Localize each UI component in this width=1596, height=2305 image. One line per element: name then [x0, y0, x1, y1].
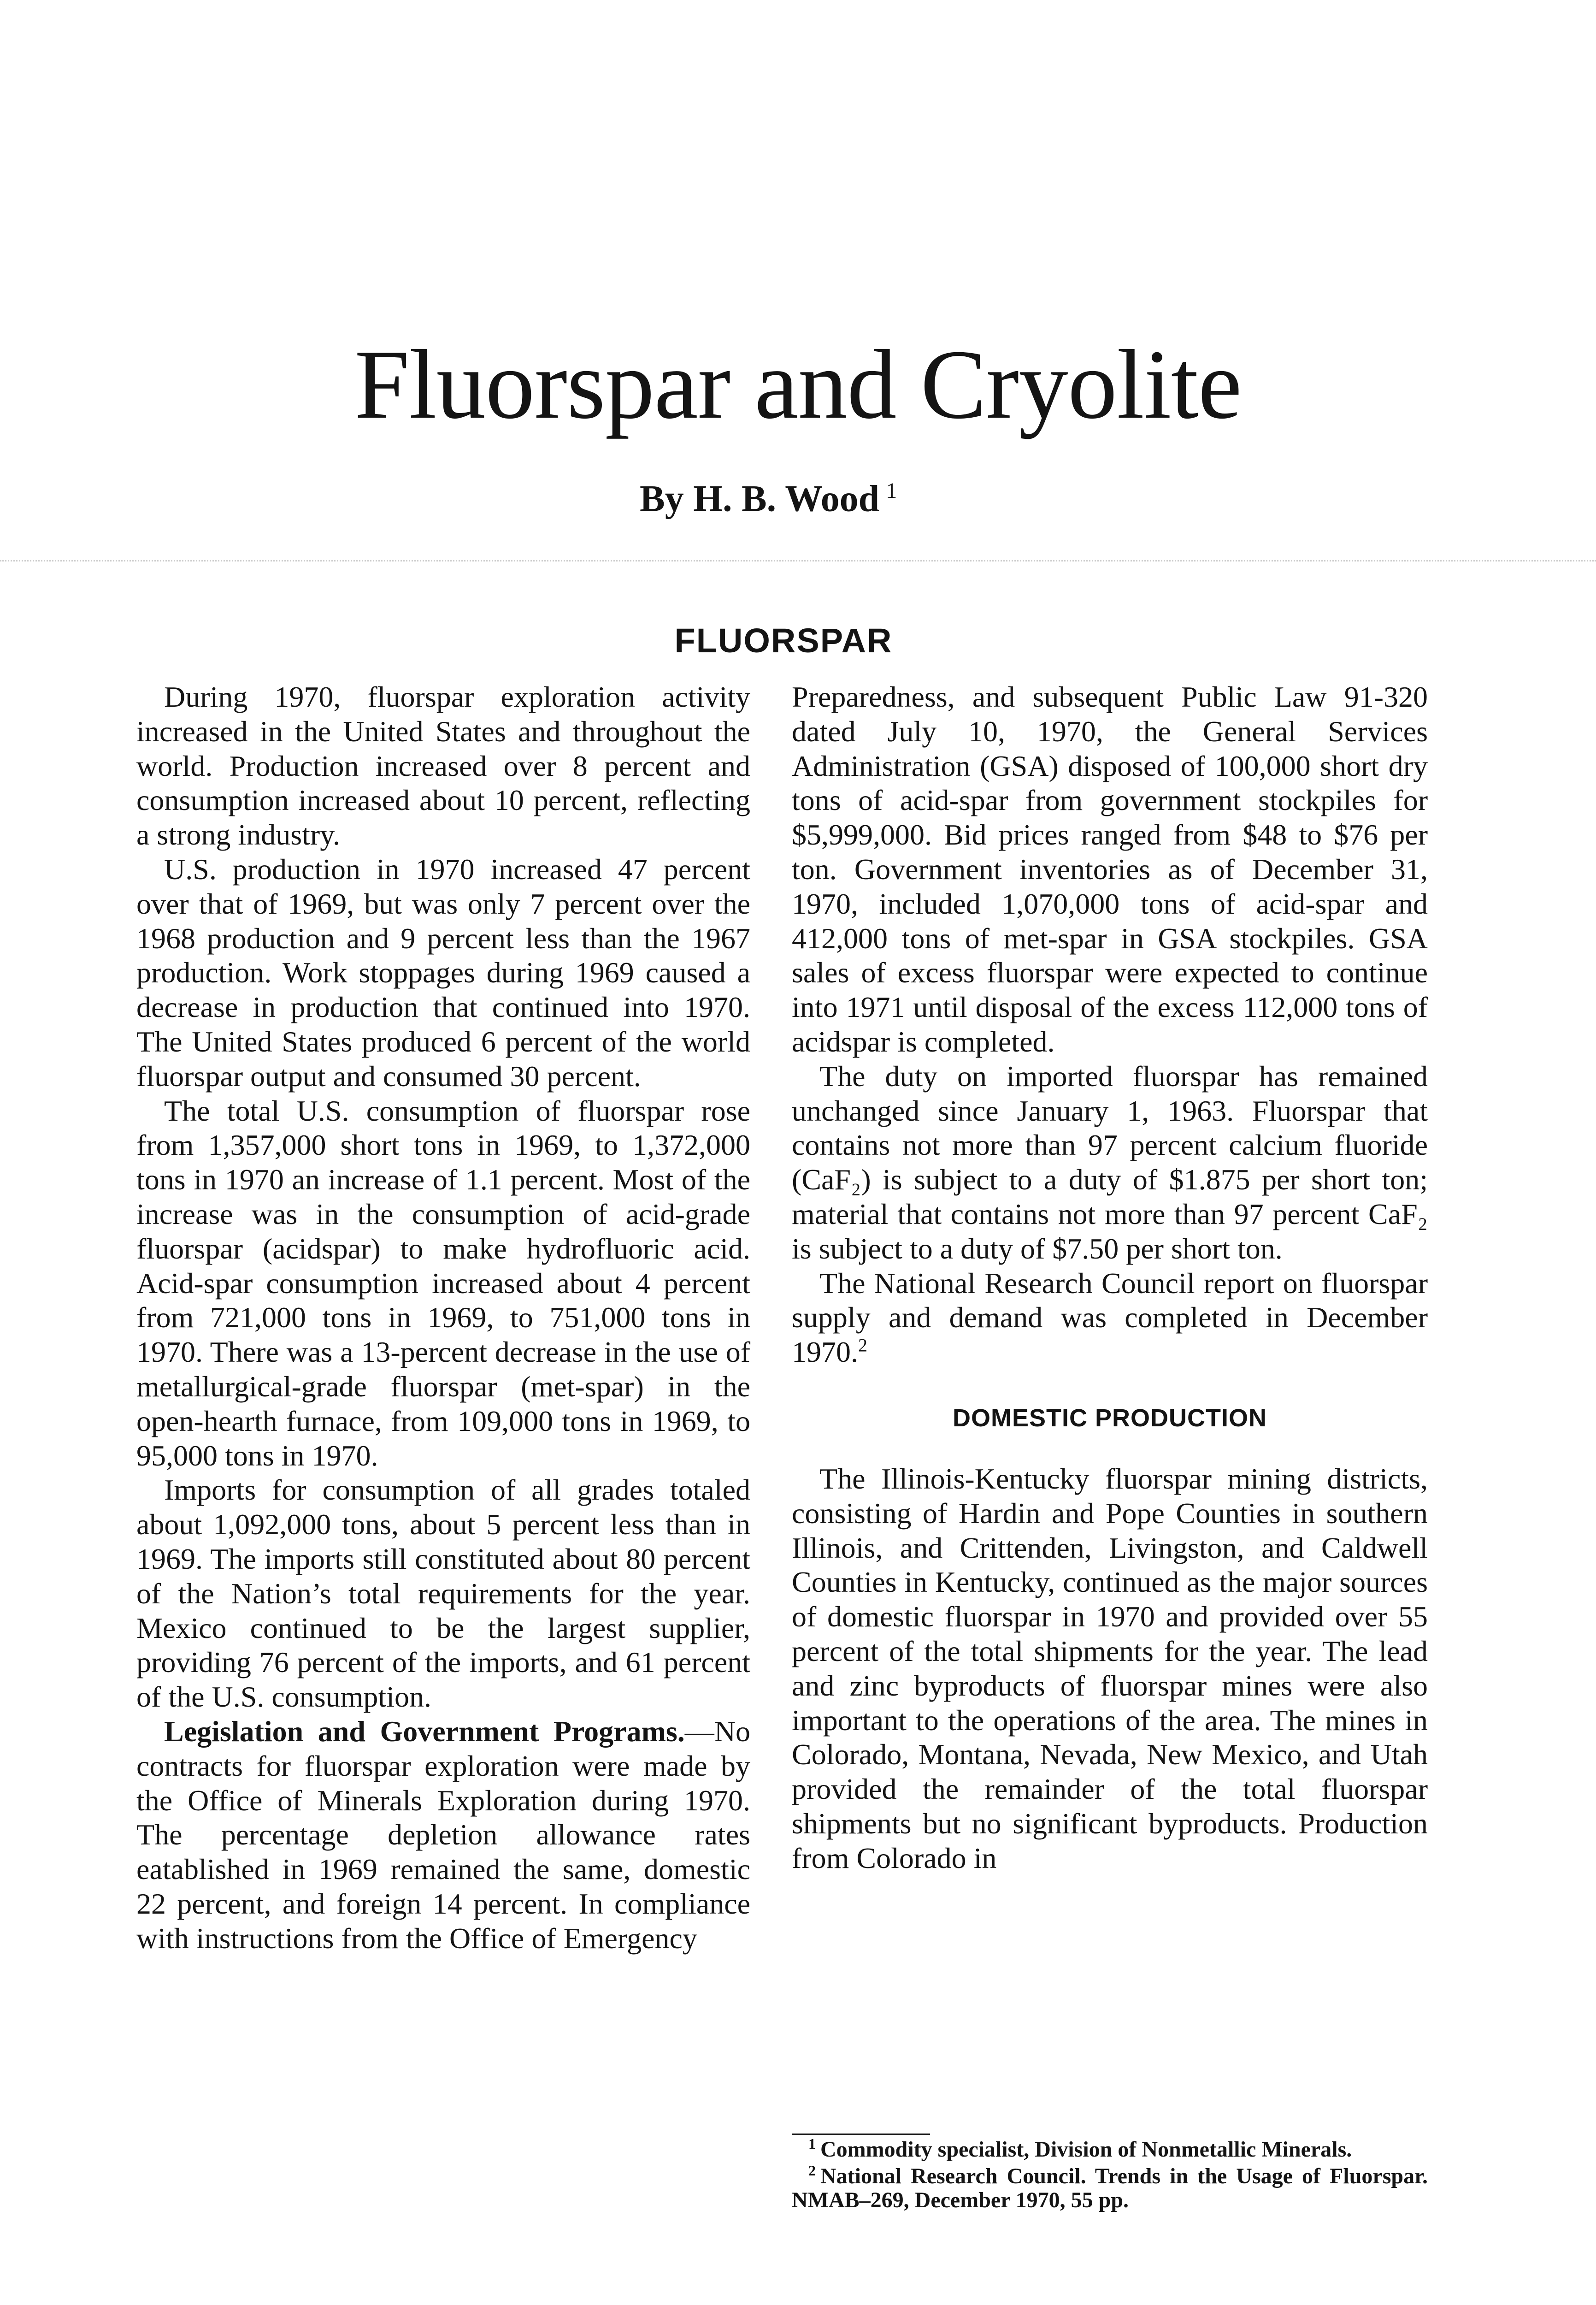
paragraph-body: —No contracts for fluorspar exploration were made by the Office of Minerals Exploration during 1970. The percentage depletion allowance rates eatablished in 1969 remained the same, domestic 22 percent, and foreign 14 percent. In compliance with instructions from the Office of Emergency	[136, 1714, 750, 1955]
run-in-heading: Legislation and Government Programs.	[164, 1714, 685, 1748]
paragraph: The total U.S. consumption of fluorspar rose from 1,357,000 short tons in 1969, to 1,372,000 tons in 1970 an increase of 1.1 percent. Most of the increase was in the consumption of acid-grade fluorspar (acidspar) to make hydrofluoric acid. Acid-spar consumption increased about 4 percent from 721,000 tons in 1969, to 751,000 tons in 1970. There was a 13-percent decrease in the use of metallurgical-grade fluorspar (met-spar) in the open-hearth furnace, from 109,000 tons in 1969, to 95,000 tons in 1970.	[136, 1094, 750, 1472]
byline	[640, 466, 897, 524]
byline-footnote-mark: 1	[886, 479, 897, 503]
footnote-text: National Research Council. Trends in the Usage of Fluorspar. NMAB–269, December 1970, 55 pp.	[792, 2164, 1428, 2212]
byline-author: By H. B. Wood	[640, 477, 880, 520]
footnote-reference: 2	[858, 1335, 867, 1356]
paragraph: The Illinois-Kentucky fluorspar mining districts, consisting of Hardin and Pope Counties in southern Illinois, and Crittenden, Livingston, and Caldwell Counties in Kentucky, continued as the major sources of domestic fluorspar in 1970 and provided over 55 percent of the total shipments for the year. The lead and zinc byproducts of fluorspar mines were also important to the operations of the area. The mines in Colorado, Montana, Nevada, New Mexico, and Utah provided the remainder of the total fluorspar shipments but no significant byproducts. Production from Colorado in	[792, 1462, 1428, 1874]
paragraph: Preparedness, and subsequent Public Law 91-320 dated July 10, 1970, the General Services Administration (GSA) disposed of 100,000 short dry tons of acid-spar from government stockpiles for $5,999,000. Bid prices ranged from $48 to $76 per ton. Government inventories as of December 31, 1970, included 1,070,000 tons of acid-spar and 412,000 tons of met-spar in GSA stockpiles. GSA sales of excess fluorspar were expected to continue into 1971 until disposal of the excess 112,000 tons of acidspar is completed.	[792, 680, 1428, 1058]
subsection-heading: DOMESTIC PRODUCTION	[952, 1404, 1267, 1432]
paragraph	[136, 1714, 750, 1956]
footnote	[792, 2135, 1428, 2162]
paragraph: U.S. production in 1970 increased 47 percent over that of 1969, but was only 7 percent over the 1968 production and 9 percent less than the 1967 production. Work stoppages during 1969 caused a decrease in production that continued into 1970. The United States produced 6 percent of the world fluorspar output and consumed 30 percent.	[136, 852, 750, 1093]
footnote-number: 2	[808, 2162, 816, 2179]
footnotes	[792, 2134, 1428, 2215]
footnote-text: Commodity specialist, Division of Nonmetallic Minerals.	[820, 2137, 1352, 2162]
section-heading: FLUORSPAR	[674, 621, 893, 660]
footnote-number: 1	[808, 2135, 816, 2152]
right-column	[792, 680, 1428, 1876]
footnote-divider	[792, 2134, 930, 2135]
page-title: Fluorspar and Cryolite	[354, 329, 1242, 440]
paragraph	[792, 1266, 1428, 1370]
left-column	[136, 680, 750, 1956]
paragraph: Imports for consumption of all grades totaled about 1,092,000 tons, about 5 percent less than in 1969. The imports still constituted about 80 percent of the Nation’s total requirements for the year. Mexico continued to be the largest supplier, providing 76 percent of the imports, and 61 percent of the U.S. consumption.	[136, 1473, 750, 1714]
header-divider	[0, 560, 1596, 561]
paragraph-body: The National Research Council report on fluorspar supply and demand was completed in December 1970.	[792, 1266, 1428, 1369]
paragraph: The duty on imported fluorspar has remained unchanged since January 1, 1963. Fluorspar that contains not more than 97 percent calcium fluoride (CaF₂) is subject to a duty of $1.875 per short ton; material that contains not more than 97 percent CaF₂ is subject to a duty of $7.50 per short ton.	[792, 1059, 1428, 1265]
footnote	[792, 2164, 1428, 2212]
paragraph: During 1970, fluorspar exploration activity increased in the United States and throughout the world. Production increased over 8 percent and consumption increased about 10 percent, reflecting a strong industry.	[136, 680, 750, 851]
